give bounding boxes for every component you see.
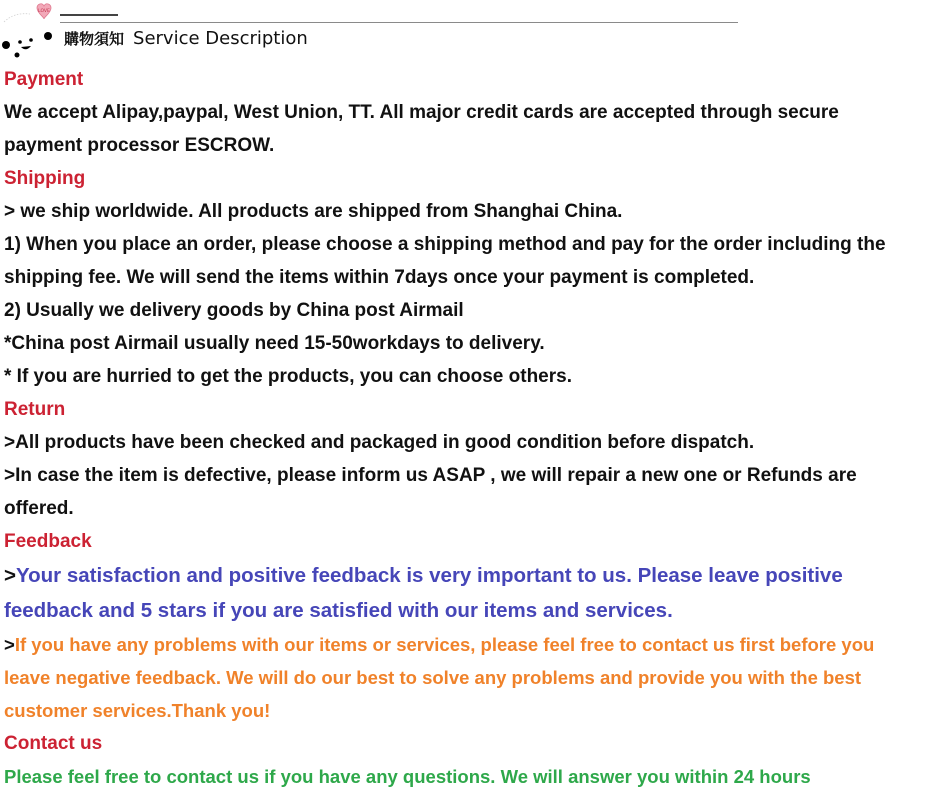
contact-text-line: Please feel free to contact us if you have any questions. We will answer you within 24 hours — [4, 766, 811, 787]
header-rule-thick — [60, 14, 118, 16]
bear-face-icon — [0, 0, 60, 62]
payment-text-line: payment processor ESCROW. — [4, 135, 275, 156]
service-description-body — [4, 63, 922, 793]
shipping-text-line: 2) Usually we delivery goods by China post Airmail — [4, 300, 464, 321]
heart-icon — [37, 4, 51, 19]
shipping-text-line: *China post Airmail usually need 15-50workdays to delivery. — [4, 333, 545, 354]
feedback-problem-text: If you have any problems with our items or services, please feel free to contact us first before you — [14, 634, 875, 655]
gt-marker: > — [4, 634, 15, 655]
return-text-line: offered. — [4, 498, 74, 519]
feedback-positive-line — [4, 558, 922, 593]
feedback-positive-line: feedback and 5 stars if you are satisfied with our items and services. — [4, 599, 673, 622]
shipping-heading: Shipping — [4, 168, 86, 189]
feedback-problem-line — [4, 628, 922, 661]
payment-heading: Payment — [4, 69, 84, 90]
payment-text-line: We accept Alipay,paypal, West Union, TT. All major credit cards are accepted through secure — [4, 102, 839, 123]
return-text-line: >All products have been checked and packaged in good condition before dispatch. — [4, 432, 755, 453]
shipping-text-line: * If you are hurried to get the products, you can choose others. — [4, 366, 572, 387]
feedback-problem-line: leave negative feedback. We will do our best to solve any problems and provide you with the best — [4, 667, 862, 688]
gt-marker: > — [4, 564, 16, 587]
header-rule — [60, 22, 738, 23]
shipping-text-line: > we ship worldwide. All products are shipped from Shanghai China. — [4, 201, 623, 222]
feedback-problem-line: customer services.Thank you! — [4, 700, 271, 721]
page-title — [64, 28, 308, 49]
feedback-positive-text: Your satisfaction and positive feedback is very important to us. Please leave positive — [15, 564, 843, 587]
title-english: Service Description — [133, 28, 308, 49]
return-heading: Return — [4, 399, 66, 420]
contact-heading: Contact us — [4, 733, 103, 754]
return-text-line: >In case the item is defective, please inform us ASAP , we will repair a new one or Refunds are — [4, 465, 857, 486]
feedback-heading: Feedback — [4, 531, 92, 552]
logo-text: LOVE — [38, 9, 50, 14]
title-chinese: 購物須知 — [64, 30, 125, 48]
shipping-text-line: 1) When you place an order, please choose a shipping method and pay for the order including the — [4, 234, 886, 255]
page-header — [0, 0, 926, 62]
shipping-text-line: shipping fee. We will send the items within 7days once your payment is completed. — [4, 267, 755, 288]
